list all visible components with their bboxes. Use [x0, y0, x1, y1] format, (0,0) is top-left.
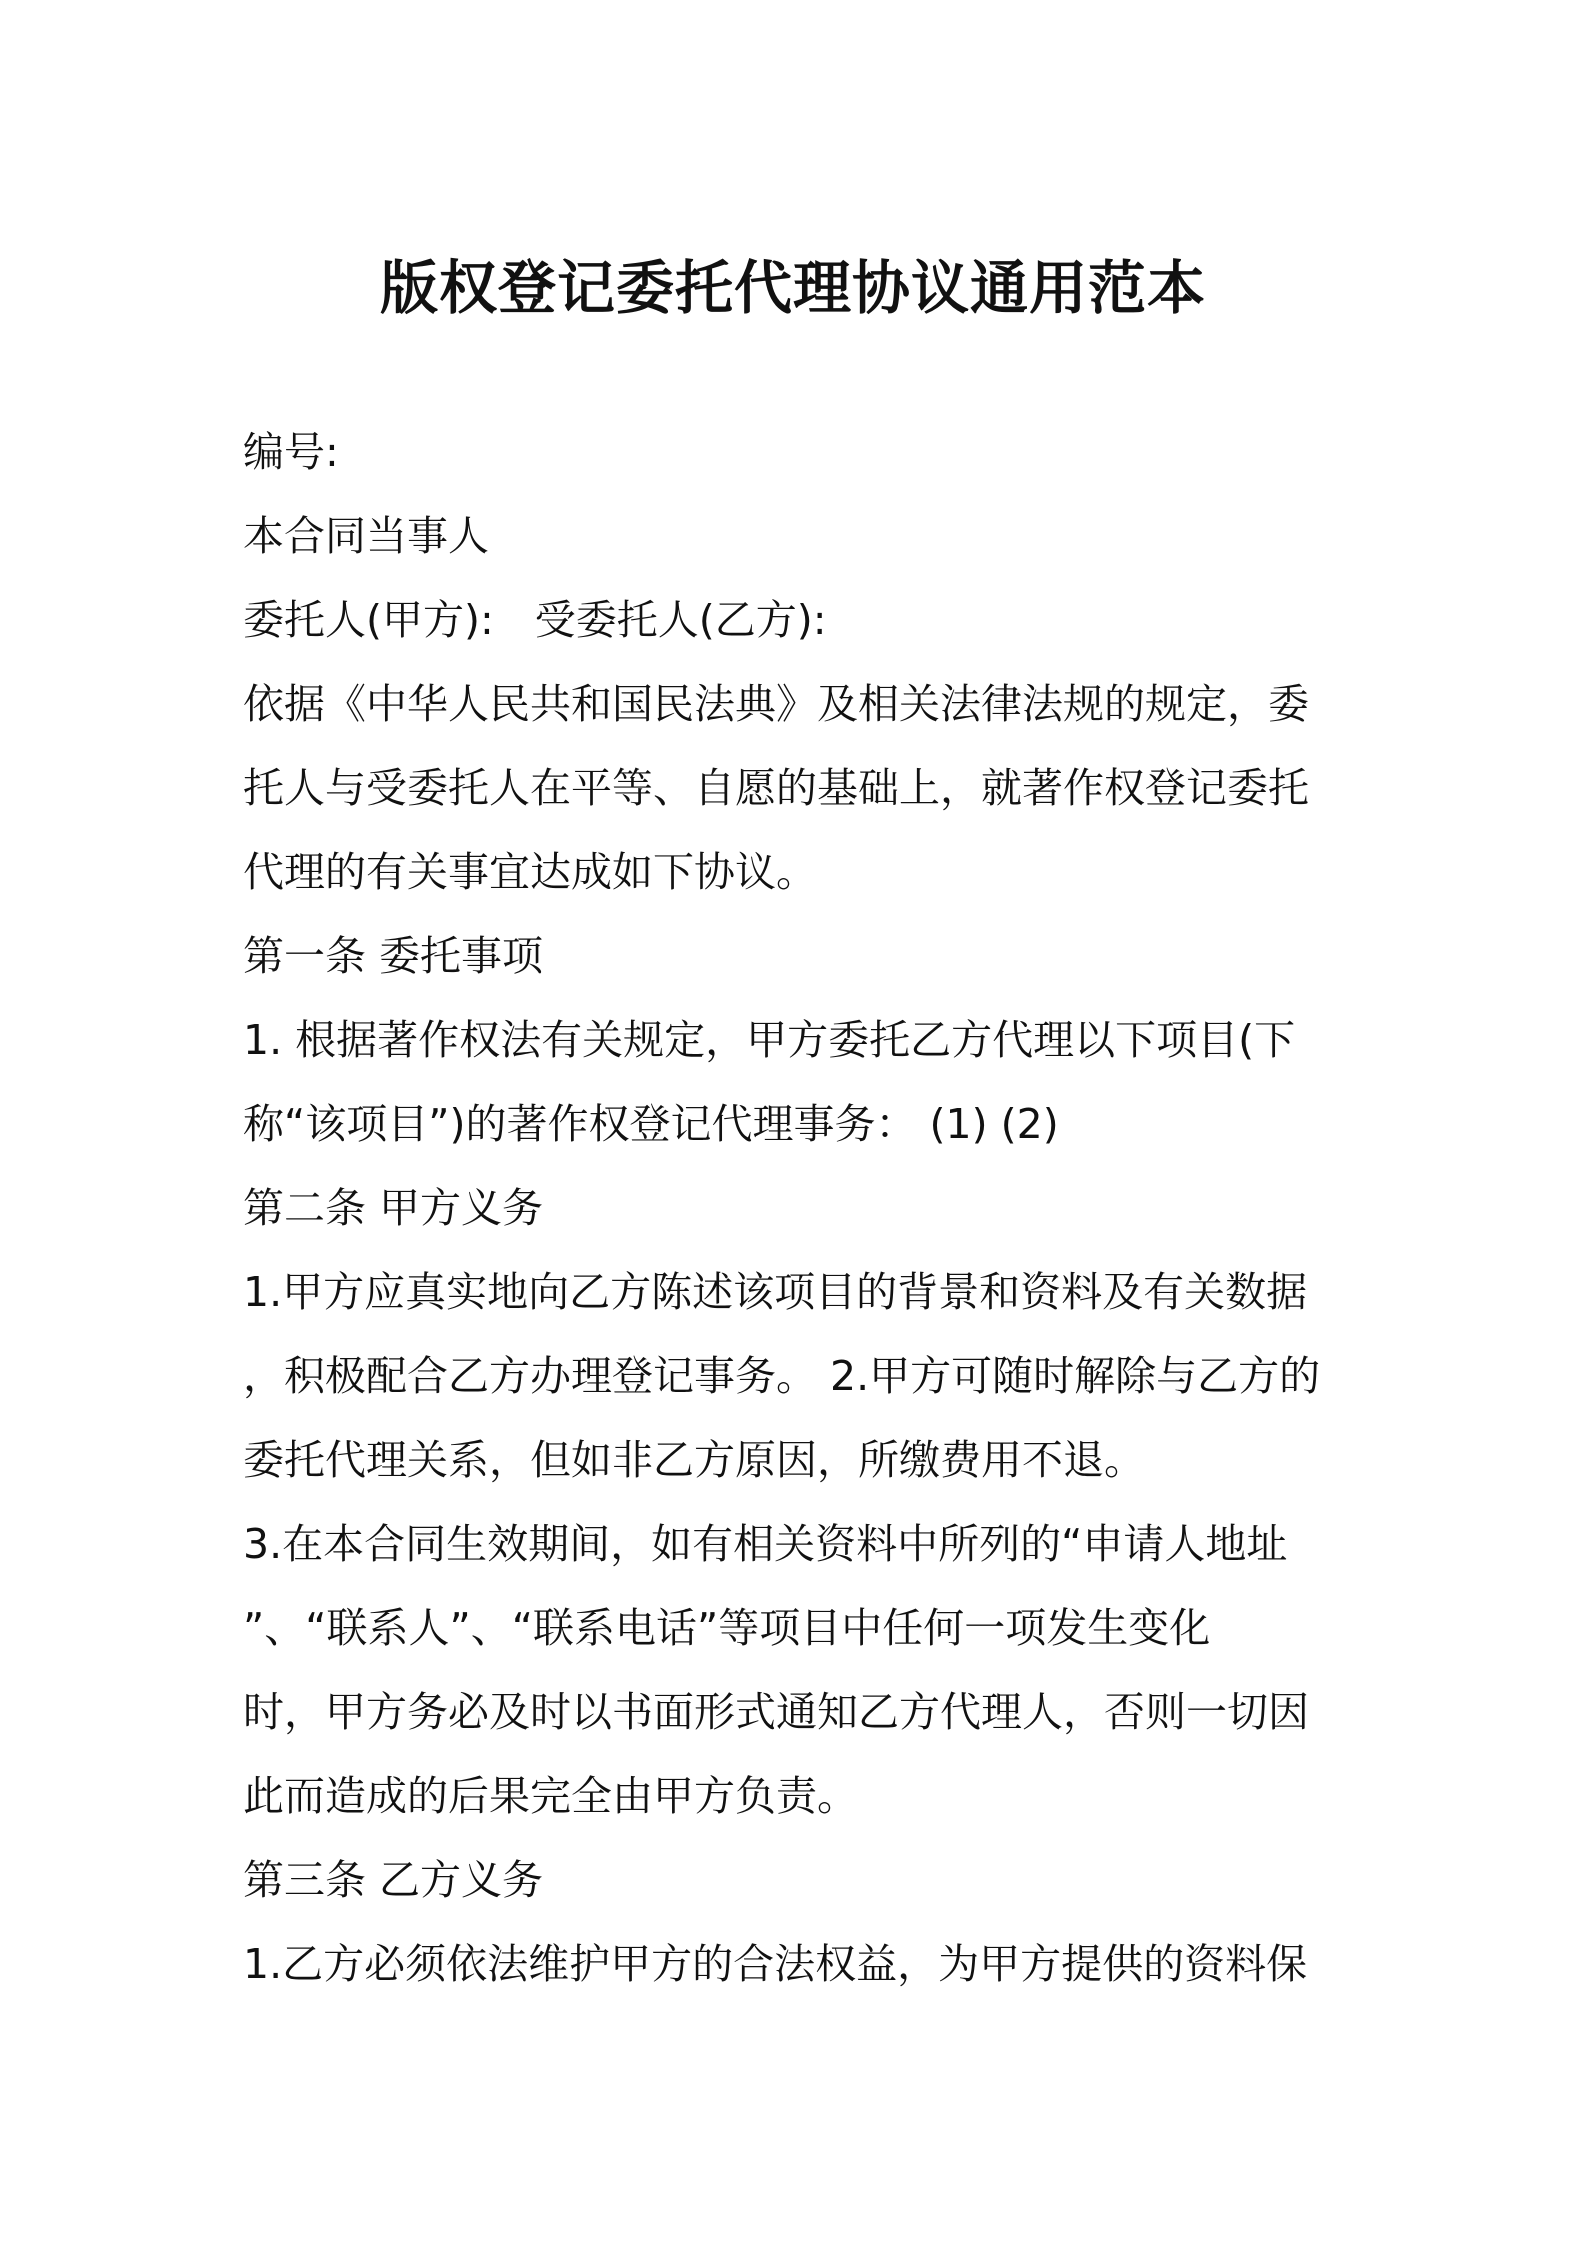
parties-line: 委托人(甲方): 受委托人(乙方): [243, 596, 827, 644]
article-2-heading: 第二条 甲方义务 [243, 1184, 544, 1232]
preamble-line-2: 托人与受委托人在平等、自愿的基础上，就著作权登记委托 [243, 764, 1309, 812]
article-2-line-5: ”、“联系人”、“联系电话”等项目中任何一项发生变化 [243, 1604, 1211, 1652]
article-2-line-1: 1.甲方应真实地向乙方陈述该项目的背景和资料及有关数据 [243, 1268, 1308, 1316]
field-contract-number: 编号: [243, 428, 339, 476]
parties-heading: 本合同当事人 [243, 512, 489, 560]
article-2-line-2: ，积极配合乙方办理登记事务。 2.甲方可随时解除与乙方的 [243, 1352, 1321, 1400]
article-3-heading: 第三条 乙方义务 [243, 1856, 544, 1904]
preamble-line-3: 代理的有关事宜达成如下协议。 [243, 848, 817, 896]
document-body [243, 410, 1355, 2006]
article-1-line-2: 称“该项目”)的著作权登记代理事务： (1) (2) [243, 1100, 1059, 1148]
article-2-line-6: 时，甲方务必及时以书面形式通知乙方代理人，否则一切因 [243, 1688, 1309, 1736]
article-3-line-1: 1.乙方必须依法维护甲方的合法权益，为甲方提供的资料保 [243, 1940, 1308, 1988]
article-2-line-4: 3.在本合同生效期间，如有相关资料中所列的“申请人地址 [243, 1520, 1288, 1568]
article-1-line-1: 1. 根据著作权法有关规定，甲方委托乙方代理以下项目(下 [243, 1016, 1296, 1064]
article-2-line-7: 此而造成的后果完全由甲方负责。 [243, 1772, 858, 1820]
document-title: 版权登记委托代理协议通用范本 [379, 254, 1206, 322]
article-2-line-3: 委托代理关系，但如非乙方原因，所缴费用不退。 [243, 1436, 1145, 1484]
preamble-line-1: 依据《中华人民共和国民法典》及相关法律法规的规定，委 [243, 680, 1309, 728]
article-1-heading: 第一条 委托事项 [243, 932, 544, 980]
